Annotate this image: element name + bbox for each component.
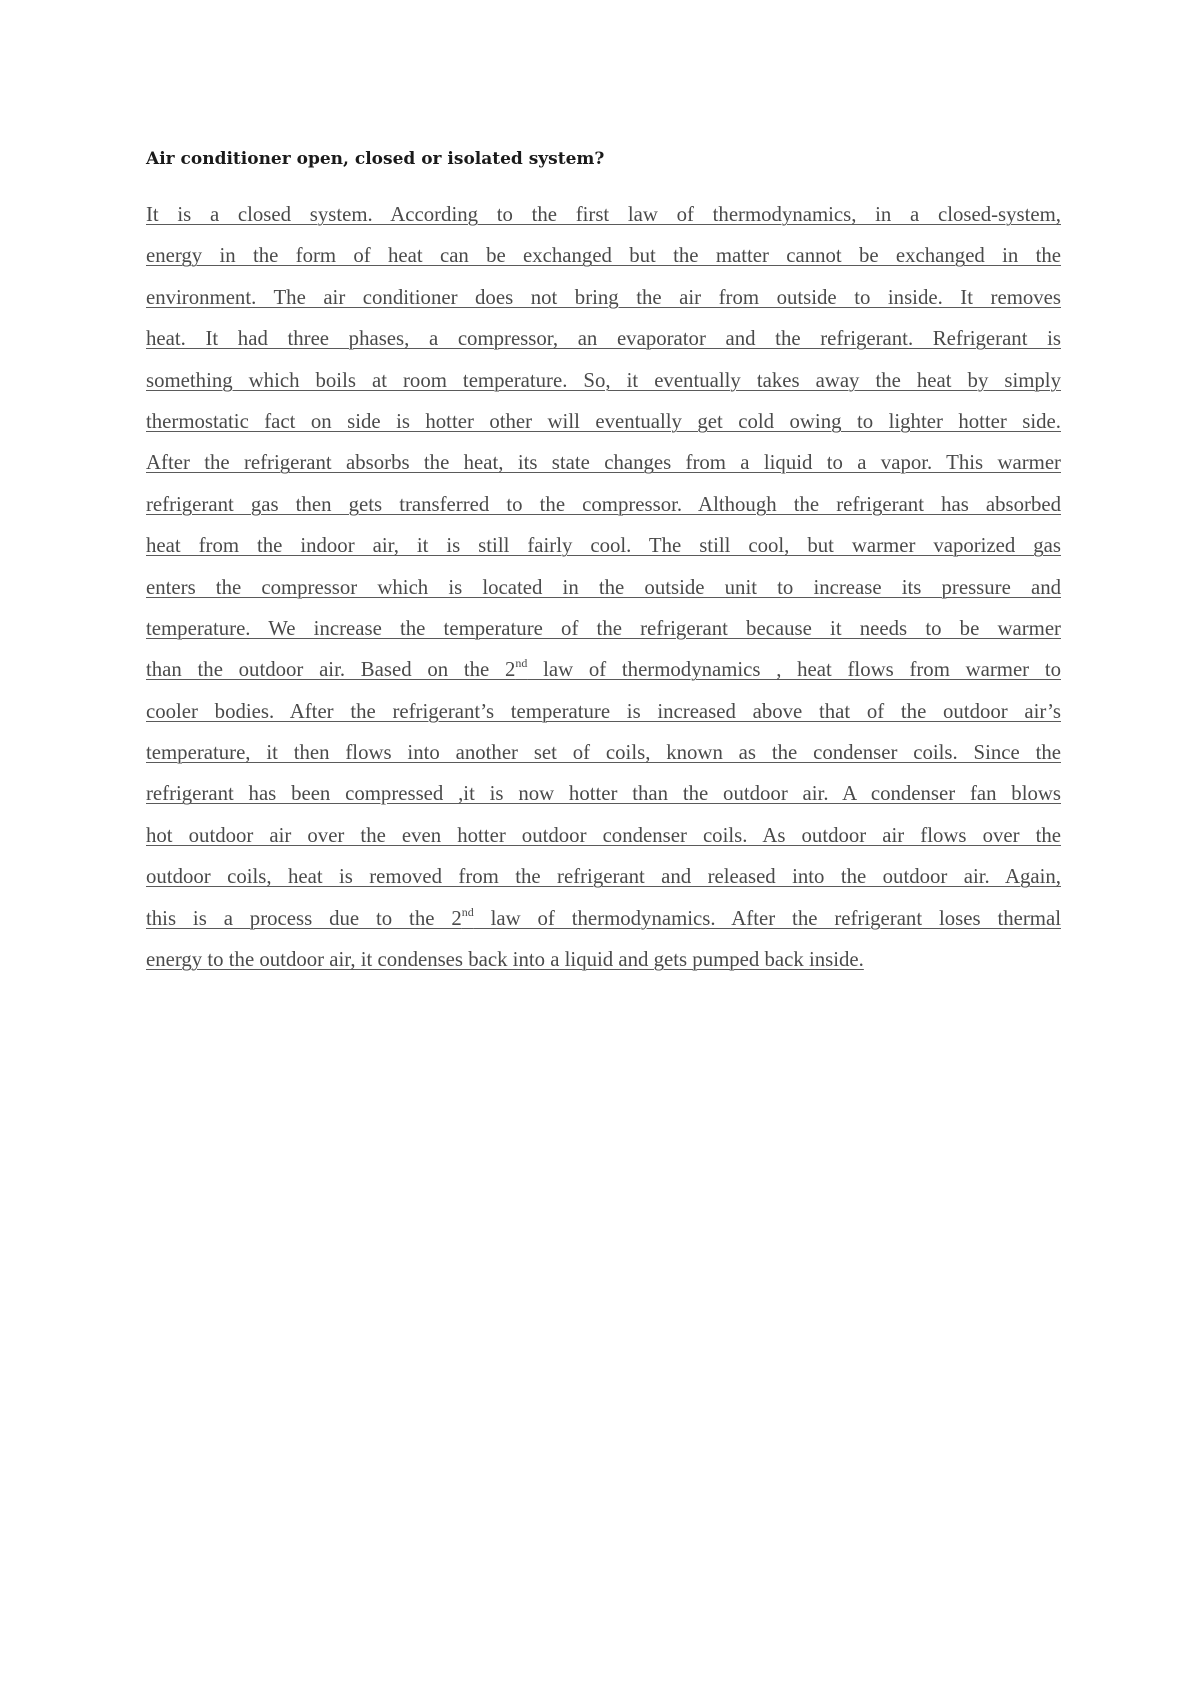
body-line: refrigerant has been compressed ,it is now hotter than the outdoor air. A condenser fan blows [146,782,1061,806]
body-paragraph [146,202,1061,988]
body-line: heat. It had three phases, a compressor, an evaporator and the refrigerant. Refrigerant is [146,327,1061,351]
body-line: hot outdoor air over the even hotter outdoor condenser coils. As outdoor air flows over the [146,823,1061,847]
document-title: Air conditioner open, closed or isolated system? [146,149,605,169]
body-line: thermostatic fact on side is hotter other will eventually get cold owing to lighter hotter side. [146,409,1061,433]
body-line [146,657,1061,698]
body-line [146,906,1061,947]
line-text: than the outdoor air. Based on the 2 [146,658,516,682]
superscript-ordinal: nd [461,905,474,919]
body-line: environment. The air conditioner does not bring the air from outside to inside. It removes [146,285,1061,309]
body-line: heat from the indoor air, it is still fairly cool. The still cool, but warmer vaporized gas [146,534,1061,558]
body-line: energy to the outdoor air, it condenses back into a liquid and gets pumped back inside. [146,948,864,972]
body-line: temperature, it then flows into another set of coils, known as the condenser coils. Since the [146,741,1061,765]
body-line: energy in the form of heat can be exchanged but the matter cannot be exchanged in the [146,244,1061,268]
body-line: cooler bodies. After the refrigerant’s temperature is increased above that of the outdoor air’s [146,699,1061,723]
body-line: After the refrigerant absorbs the heat, its state changes from a liquid to a vapor. This warmer [146,451,1061,475]
line-text: this is a process due to the 2 [146,906,462,930]
body-line: It is a closed system. According to the first law of thermodynamics, in a closed-system, [146,203,1061,226]
line-text: law of thermodynamics. After the refrigerant loses thermal [473,906,1061,930]
body-line: refrigerant gas then gets transferred to the compressor. Although the refrigerant has absorbed [146,492,1061,516]
superscript-ordinal: nd [515,657,528,671]
body-line: temperature. We increase the temperature of the refrigerant because it needs to be warmer [146,616,1061,640]
body-line: enters the compressor which is located in the outside unit to increase its pressure and [146,575,1061,599]
line-text: law of thermodynamics , heat flows from warmer to [527,658,1061,682]
body-line: something which boils at room temperature. So, it eventually takes away the heat by simply [146,368,1061,392]
body-line: outdoor coils, heat is removed from the refrigerant and released into the outdoor air. Again, [146,865,1061,889]
